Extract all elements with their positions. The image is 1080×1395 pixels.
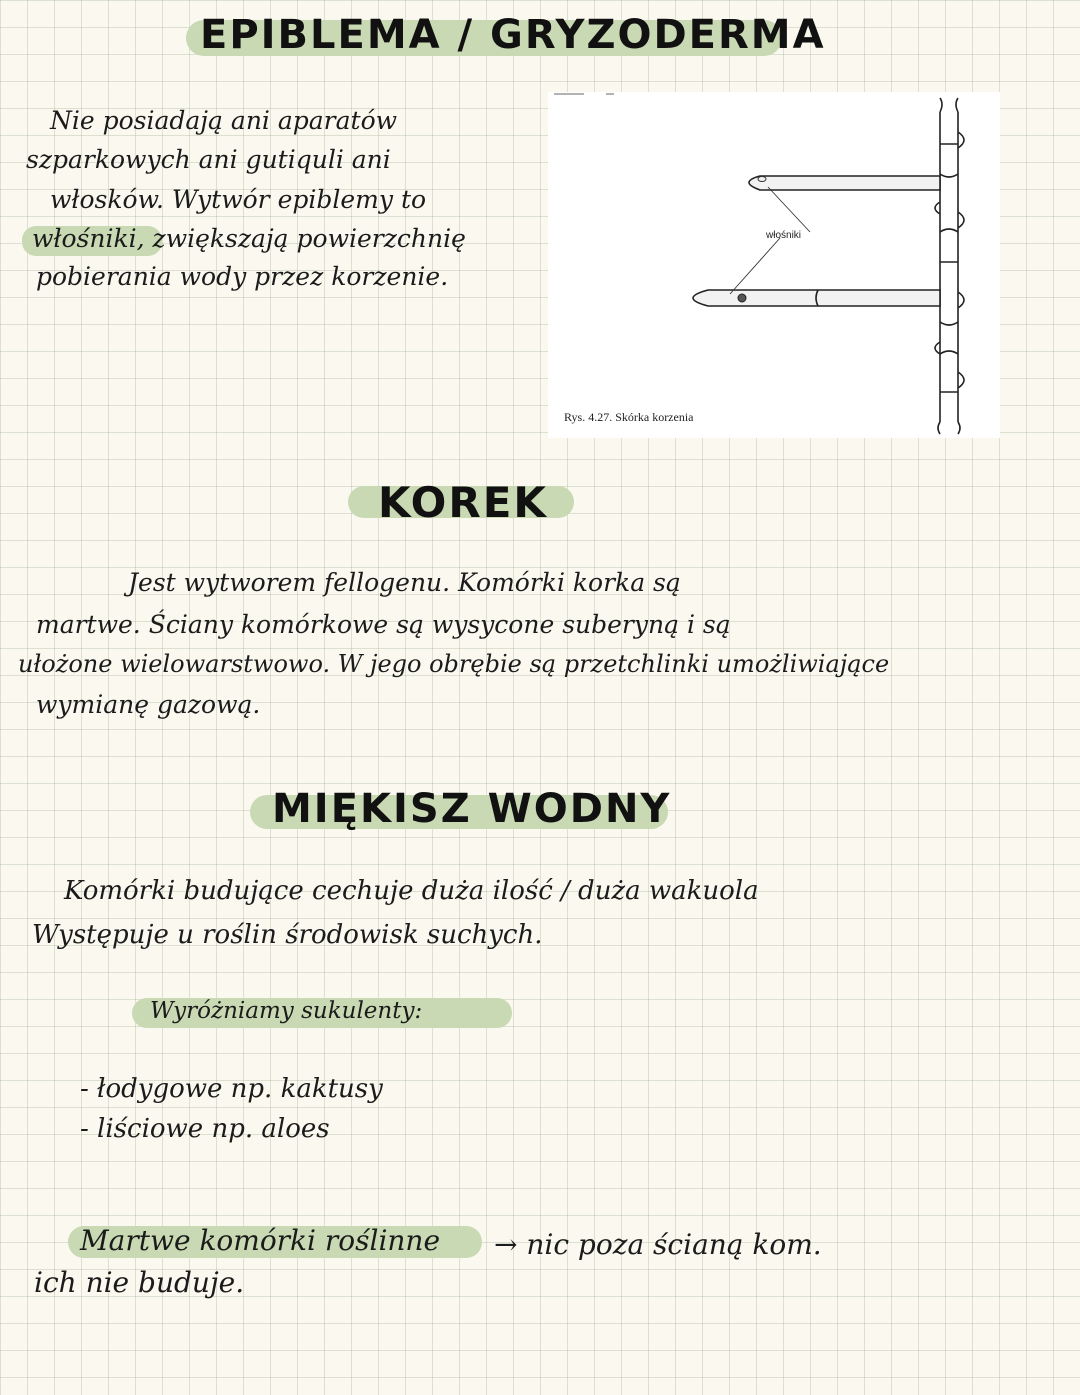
martwe-highlight-text: Martwe komórki roślinne: [80, 1224, 441, 1257]
section-title-epiblema: EPIBLEMA / GRYZODERMA: [200, 12, 826, 58]
sukulenty-subheading: Wyróżniamy sukulenty:: [150, 998, 423, 1024]
korek-line-2: martwe. Ściany komórkowe są wysycone suberyną i są: [36, 610, 731, 639]
section-title-miekisz: MIĘKISZ WODNY: [272, 786, 672, 832]
korek-line-1: Jest wytworem fellogenu. Komórki korka są: [128, 568, 681, 597]
epiblema-line-3: włosków. Wytwór epiblemy to: [50, 185, 427, 214]
figure-label: włośniki: [766, 230, 802, 241]
epiblema-line-1: Nie posiadają ani aparatów: [50, 106, 398, 135]
root-hair-illustration: [548, 92, 1000, 438]
figure-caption: Rys. 4.27. Skórka korzenia: [564, 410, 694, 424]
epiblema-line-4: włośniki, zwiększają powierzchnię: [32, 224, 466, 253]
sukulenty-list-item: - liściowe np. aloes: [80, 1114, 330, 1144]
korek-line-4: wymianę gazową.: [36, 690, 261, 719]
section-title-korek: KOREK: [378, 478, 548, 527]
miekisz-line-1: Komórki budujące cechuje duża ilość / duża wakuola: [64, 876, 759, 906]
martwe-rest-text: → nic poza ścianą kom.: [494, 1228, 822, 1261]
korek-line-3: ułożone wielowarstwowo. W jego obrębie są przetchlinki umożliwiające: [18, 650, 890, 678]
miekisz-line-2: Występuje u roślin środowisk suchych.: [32, 920, 543, 950]
martwe-line-2: ich nie buduje.: [34, 1266, 245, 1299]
epiblema-line-5: pobierania wody przez korzenie.: [36, 262, 449, 291]
epiblema-line-2: szparkowych ani gutiquli ani: [26, 145, 391, 174]
sukulenty-list-item: - łodygowe np. kaktusy: [80, 1074, 383, 1104]
root-epidermis-figure: [548, 92, 1000, 438]
